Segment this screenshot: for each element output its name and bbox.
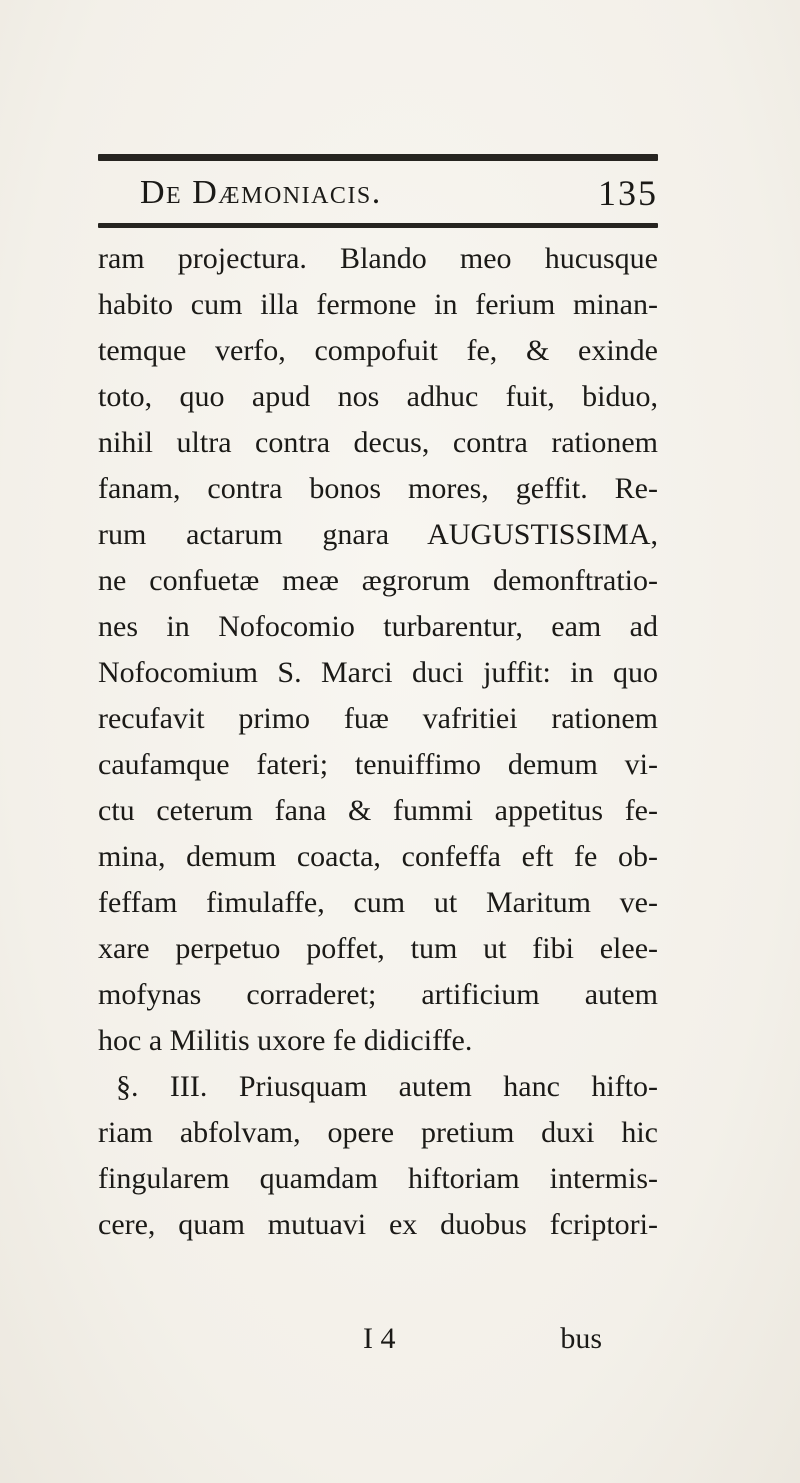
running-title: De Dæmoniacis. <box>140 174 382 211</box>
text-line: xare perpetuo poffet, tum ut fibi elee- <box>98 932 658 965</box>
body-text <box>98 236 658 1248</box>
text-line: caufamque fateri; tenuiffimo demum vi- <box>98 748 658 781</box>
text-line: temque verfo, compofuit fe, & exinde <box>98 334 658 367</box>
text-line: ctu ceterum fana & fummi appetitus fe- <box>98 794 658 827</box>
catchword: bus <box>560 1322 602 1355</box>
text-line: nihil ultra contra decus, contra rationem <box>98 426 658 459</box>
signature-mark: I 4 <box>363 1322 396 1355</box>
header-top-rule <box>98 154 658 161</box>
text-line: Nofocomium S. Marci duci juffit: in quo <box>98 656 658 689</box>
text-line: fingularem quamdam hiftoriam intermis- <box>98 1162 658 1195</box>
section-heading-line: §. III. Priusquam autem hanc hifto- <box>116 1070 658 1103</box>
text-line: ram projectura. Blando meo hucusque <box>98 242 658 275</box>
text-line: nes in Nofocomio turbarentur, eam ad <box>98 610 658 643</box>
text-line: toto, quo apud nos adhuc fuit, biduo, <box>98 380 658 413</box>
text-line: riam abfolvam, opere pretium duxi hic <box>98 1116 658 1149</box>
text-line: recufavit primo fuæ vafritiei rationem <box>98 702 658 735</box>
text-line: mofynas corraderet; artificium autem <box>98 978 658 1011</box>
text-line: feffam fimulaffe, cum ut Maritum ve- <box>98 886 658 919</box>
footer-line <box>98 1316 658 1362</box>
text-line: mina, demum coacta, confeffa eft fe ob- <box>98 840 658 873</box>
header-bottom-rule <box>98 223 658 228</box>
text-line: rum actarum gnara AUGUSTISSIMA, <box>98 518 658 551</box>
text-line: cere, quam mutuavi ex duobus fcriptori- <box>98 1208 658 1241</box>
text-line: fanam, contra bonos mores, geffit. Re- <box>98 472 658 505</box>
text-line: ne confuetæ meæ ægrorum demonftratio- <box>98 564 658 597</box>
page-number: 135 <box>598 173 658 213</box>
text-line: habito cum illa fermone in ferium minan- <box>98 288 658 321</box>
text-line: hoc a Militis uxore fe didiciffe. <box>98 1024 473 1057</box>
